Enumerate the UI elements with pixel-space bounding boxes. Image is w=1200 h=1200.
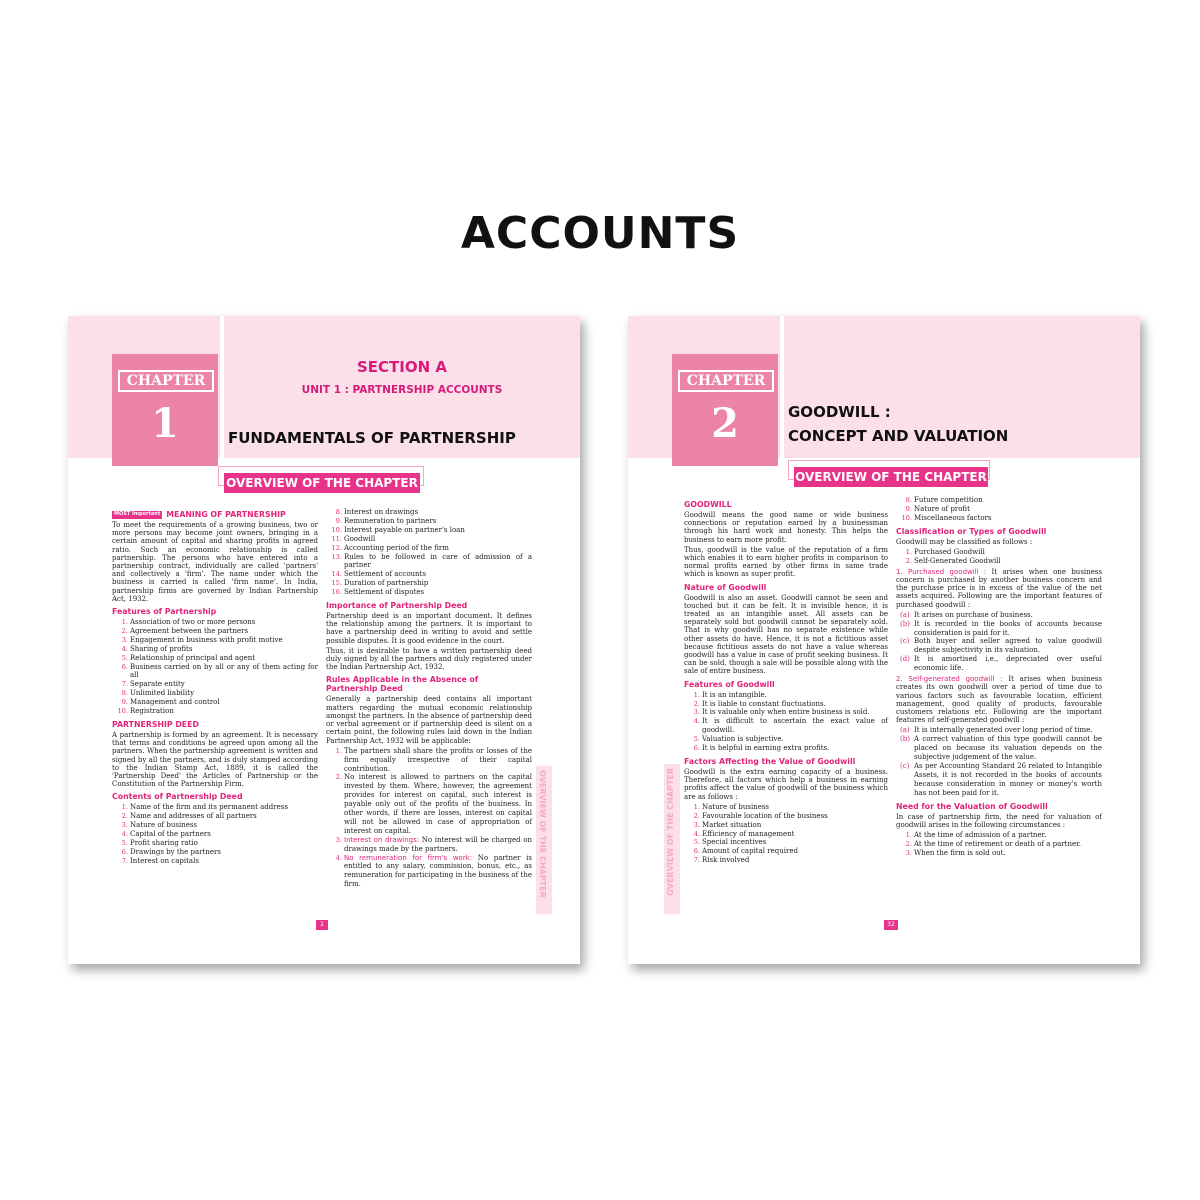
list-item: 4. It is difficult to ascertain the exact value of goodwill. — [702, 717, 888, 735]
importance-heading: Importance of Partnership Deed — [326, 601, 468, 611]
self-generated-goodwill-text: 2. Self-generated goodwill : It arises when business creates its own goodwill over a period of time due to various factors such as favourable location, efficient management, good quality of products, favourable customers relations etc. Following are the important features of self-generated goodwill : — [896, 675, 1102, 725]
list-item: 6. Business carried on by all or any of them acting for all — [130, 663, 318, 681]
list-item: 7. Risk involved — [702, 856, 888, 865]
page-number: 32 — [884, 920, 898, 930]
list-item: 1. Purchased Goodwill — [914, 548, 1102, 557]
list-item: 4. Efficiency of management — [702, 830, 888, 839]
chapter-label: CHAPTER — [678, 370, 774, 392]
list-item: 5. Relationship of principal and agent — [130, 654, 318, 663]
list-item: 2. No interest is allowed to partners on the capital invested by them. Where, however, the agreement provides for interest on capital, such interest is payable only out of the profits of the business. In other words, if there are losses, interest on capital will not be allowed in case of appropriation of interest on capital. — [344, 773, 532, 835]
list-item: 6. Amount of capital required — [702, 847, 888, 856]
list-item: 6. Drawings by the partners — [130, 848, 318, 857]
left-column — [684, 496, 888, 867]
chapter-box — [112, 354, 218, 466]
chapter-title-line-1: GOODWILL : — [788, 403, 891, 421]
chapter-number: 1 — [151, 400, 179, 447]
meaning-heading: MOST Important MEANING OF PARTNERSHIP — [114, 510, 286, 519]
list-item: 2. It is liable to constant fluctuations. — [702, 700, 888, 709]
features-heading: Features of Partnership — [112, 607, 217, 617]
goodwill-text-1: Goodwill means the good name or wide business connections or reputation earned by a businessman through his hard work and honesty. This helps the business to earn more profit. — [684, 511, 888, 544]
contents-list-continued — [326, 508, 532, 597]
list-item: (b) It is recorded in the books of accounts because consideration is paid for it. — [900, 619, 1102, 637]
overview-banner: OVERVIEW OF THE CHAPTER — [224, 473, 420, 493]
list-item: 3. Interest on drawings: No interest will be charged on drawings made by the partners. — [344, 836, 532, 854]
list-item: 1. It is an intangible. — [702, 691, 888, 700]
classification-list — [896, 548, 1102, 566]
list-item: (c) As per Accounting Standard 26 related to Intangible Assets, it is not recorded in the books of accounts because consideration in money or money's worth has not been paid for it. — [900, 761, 1102, 797]
list-item: 3. Engagement in business with profit motive — [130, 636, 318, 645]
factors-list-continued — [896, 496, 1102, 523]
list-item: 5. Profit sharing ratio — [130, 839, 318, 848]
list-item: 15. Duration of partnership — [344, 579, 532, 588]
list-item: 9. Management and control — [130, 698, 318, 707]
unit-title: UNIT 1 : PARTNERSHIP ACCOUNTS — [301, 384, 503, 396]
nature-text: Goodwill is also an asset. Goodwill cannot be seen and touched but it can be felt. It is invisible hence, it is treated as an intangible asset. All assets can be separately sold but goodwill cannot be separately sold. That is why goodwill has no separate existence while other assets do have. Hence, it is not a fictitious asset because fictitious assets do not have a value whereas goodwill has a value in case of profit seeking business. It can be sold, though a sale will be possible along with the sale of entire business. — [684, 593, 888, 676]
chapter-title: FUNDAMENTALS OF PARTNERSHIP — [228, 429, 516, 447]
list-item: 10. Registration — [130, 707, 318, 716]
list-item: 4. Sharing of profits — [130, 645, 318, 654]
factors-text: Goodwill is the extra earning capacity of a business. Therefore, all factors which help a business in earning profits affect the value of goodwill of the business which are as follows : — [684, 768, 888, 801]
list-item: (a) It is internally generated over long period of time. — [900, 726, 1093, 735]
importance-text-2: Thus, it is desirable to have a written partnership deed duly signed by all the partners and duly registered under the Indian Partnership Act, 1932. — [326, 646, 532, 672]
section-title: SECTION A — [356, 358, 447, 376]
factors-heading: Factors Affecting the Value of Goodwill — [684, 757, 856, 766]
factors-list — [684, 803, 888, 865]
page-title: ACCOUNTS — [460, 208, 740, 259]
most-important-badge: MOST Important — [114, 511, 161, 518]
page-number: 1 — [316, 920, 328, 930]
list-item: (d) It is amortised i.e., depreciated over useful economic life. — [900, 655, 1102, 673]
purchased-points — [896, 611, 1102, 673]
right-column — [896, 496, 1102, 860]
classification-heading: Classification or Types of Goodwill — [896, 526, 1047, 536]
book-page-chapter-1 — [68, 316, 580, 964]
list-item: 14. Settlement of accounts — [344, 570, 532, 579]
list-item: 1. The partners shall share the profits or losses of the firm equally irrespective of their capital contribution. — [344, 747, 532, 774]
list-item: 10. Miscellaneous factors — [914, 514, 1102, 523]
list-item: 4. Capital of the partners — [130, 830, 318, 839]
list-item: 1. Name of the firm and its permanent address — [130, 803, 318, 812]
self-generated-points — [896, 726, 1102, 797]
list-item: 2. Self-Generated Goodwill — [914, 557, 1102, 566]
list-item: (c) Both buyer and seller agreed to value goodwill despite subjectivity in its valuation. — [900, 637, 1102, 655]
rules-list — [326, 747, 532, 890]
list-item: 2. Favourable location of the business — [702, 812, 888, 821]
list-item: 2. At the time of retirement or death of a partner. — [914, 840, 1102, 849]
chapter-box — [672, 354, 778, 466]
chapter-label: CHAPTER — [118, 370, 214, 392]
list-item: 1. Nature of business — [702, 803, 888, 812]
list-item: 3. It is valuable only when entire business is sold. — [702, 708, 888, 717]
meaning-text: To meet the requirements of a growing business, two or more persons may become joint owners, bringing in a certain amount of capital and sharing profits in agreed ratio. Such an economic relationship is called partnership. The persons who have entered into a partnership contract, individually are called 'partners' and collectively a 'firm'. The name under which the business is carried is called 'firm name'. In India, partnership firms are governed by Indian Partnership Act, 1932. — [112, 521, 318, 603]
features-list — [684, 691, 888, 753]
chapter-title-line-2: CONCEPT AND VALUATION — [788, 427, 1009, 445]
list-item: 11. Goodwill — [344, 535, 532, 544]
list-item: 8. Future competition — [914, 496, 1102, 505]
list-item: 5. Special incentives — [702, 838, 888, 847]
list-item: 8. Interest on drawings — [344, 508, 532, 517]
need-heading: Need for the Valuation of Goodwill — [896, 801, 1048, 811]
list-item: 7. Interest on capitals — [130, 857, 318, 866]
list-item: (a) It arises on purchase of business. — [900, 610, 1033, 619]
list-item: 1. Association of two or more persons — [130, 618, 318, 627]
list-item: 5. Valuation is subjective. — [702, 735, 888, 744]
list-item: 2. Agreement between the partners — [130, 627, 318, 636]
list-item: 12. Accounting period of the firm — [344, 544, 532, 553]
book-page-chapter-2 — [628, 316, 1140, 964]
list-item: 6. It is helpful in earning extra profits. — [702, 744, 888, 753]
list-item: 4. No remuneration for firm's work: No partner is entitled to any salary, commission, bonus, etc., as remuneration for participating in the business of the firm. — [344, 854, 532, 890]
rules-text: Generally a partnership deed contains all important matters regarding the mutual economic relationship amongst the partners. In the absence of partnership deed or verbal agreement or if partnership deed is silent on a certain point, the following rules laid down in the Indian Partnership Act, 1932 will be applicable: — [326, 695, 532, 745]
deed-text: A partnership is formed by an agreement. It is necessary that terms and conditions be agreed upon among all the partners. When the partnership agreement is written and signed by all the partners, and is duly stamped according to the Indian Stamp Act, 1889, it is called the 'Partnership Deed' the Articles of Partnership or the Constitution of the Partnership Firm. — [112, 731, 318, 789]
purchased-goodwill-text: 1. Purchased goodwill : It arises when one business concern is purchased by another business concern and the purchase price is in excess of the value of the net assets acquired. Following are the important features of purchased goodwill : — [896, 567, 1102, 609]
overview-banner: OVERVIEW OF THE CHAPTER — [794, 467, 988, 487]
list-item: 10. Interest payable on partner's loan — [344, 526, 532, 535]
importance-text-1: Partnership deed is an important document. It defines the relationship among the partners. It is important to have a partnership deed in writing to avoid and settle possible disputes. It is good evidence in the court. — [326, 612, 532, 645]
right-column — [326, 508, 532, 891]
left-column — [112, 506, 318, 868]
rules-heading: Rules Applicable in the Absence of Partnership Deed — [326, 675, 479, 694]
contents-list — [112, 803, 318, 865]
deed-heading: PARTNERSHIP DEED — [112, 720, 199, 729]
list-item: 13. Rules to be followed in care of admission of a partner — [344, 553, 532, 571]
list-item: 7. Separate entity — [130, 680, 318, 689]
side-tab: OVERVIEW OF THE CHAPTER — [664, 764, 680, 914]
list-item: 3. Nature of business — [130, 821, 318, 830]
list-item: 2. Name and addresses of all partners — [130, 812, 318, 821]
goodwill-heading: GOODWILL — [684, 500, 732, 509]
need-list — [896, 831, 1102, 858]
contents-heading: Contents of Partnership Deed — [112, 792, 243, 802]
side-tab: OVERVIEW OF THE CHAPTER — [536, 766, 552, 914]
list-item: 3. When the firm is sold out. — [914, 849, 1102, 858]
list-item: 16. Settlement of disputes — [344, 588, 532, 597]
features-heading: Features of Goodwill — [684, 679, 775, 689]
chapter-number: 2 — [711, 400, 739, 447]
list-item: 9. Nature of profit — [914, 505, 1102, 514]
features-list — [112, 618, 318, 716]
need-text: In case of partnership firm, the need for valuation of goodwill arises in the following circumstances : — [896, 812, 1102, 829]
nature-heading: Nature of Goodwill — [684, 582, 767, 592]
list-item: 9. Remuneration to partners — [344, 517, 532, 526]
list-item: 8. Unlimited liability — [130, 689, 318, 698]
classification-text: Goodwill may be classified as follows : — [896, 537, 1033, 546]
list-item: 1. At the time of admission of a partner. — [914, 831, 1102, 840]
goodwill-text-2: Thus, goodwill is the value of the reputation of a firm which enables it to earn higher profits in comparison to normal profits earned by other firms in same trade which is known as super profit. — [684, 545, 888, 579]
list-item: 3. Market situation — [702, 821, 888, 830]
list-item: (b) A correct valuation of this type goodwill cannot be placed on because its valuation depends on the subjective judgement of the value. — [900, 735, 1102, 762]
